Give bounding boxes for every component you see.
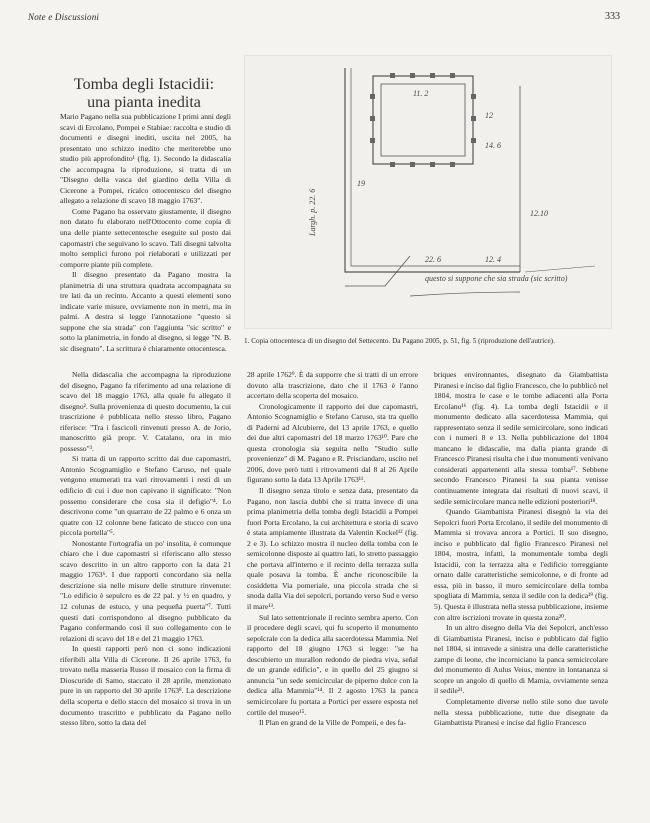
text-column-1 xyxy=(60,112,231,355)
sketch-label-12-10: 12.10 xyxy=(530,209,548,218)
article-title xyxy=(44,76,244,112)
paragraph: Quando Giambattista Piranesi disegnò la via dei Sepolcri fuori Porta Ercolano, il sedile del monumento di Mammia si trovava ancora a Portici. Il suo disegno, inciso e pubblicato dal figlio Francesco Piranesi nel 1804, mostra, infatti, la monumentale tomba degli Istacidii, con la terrazza alta e l'edificio torreggiante ornato dalle caratteristiche semicolonne, e di fronte ad essa, più in basso, il muro semicircolare della tomba spogliata di Mammia, senza il sedile con la dedica¹⁹ (fig. 5). Questa è illustrata nella stessa pubblicazione, insieme con altre iscrizioni trovate in questa zona²⁰. xyxy=(434,507,608,622)
paragraph: Nella didascalia che accompagna la riproduzione del disegno, Pagano fa riferimento ad una relazione di scavo del 18 maggio 1763, alla quale fu allegato il disegno². Sulla provenienza di questo documento, la cui trascrizione è pubblicata nello stesso libro, Pagano riferisce: "Tra i fascicoli rinvenuti presso A. de Jorio, manoscritto già propr. V. Catalano, ora in mio possesso"³. xyxy=(60,370,231,453)
paragraph: Come Pagano ha osservato giustamente, il disegno non datato fu elaborato nell'Ottocento come copia di una delle piante settecentesche eseguite sul posto dai capomastri che seguivano lo scavo. Tali disegni talvolta molto semplici furono poi rielaborati e utilizzati per comporre piante più complete. xyxy=(60,206,231,269)
paragraph: Il disegno presentato da Pagano mostra la planimetria di una struttura quadrata accompagnata su tre lati da un recinto. Accanto a questi elementi sono indicate varie misure, ovviamente non in metri, ma in palmi. A destra si legge l'annotazione "questo si suppone che sia strada" con l'aggiunta "sic scritto" e sotto la planimetria, in fondo al disegno, si legge "N. B. sic disegnato". La scrittura è chiaramente ottocentesca. xyxy=(60,270,231,354)
title-line-1: Tomba degli Istacidii: xyxy=(73,76,215,93)
sketch-label-19: 19 xyxy=(357,179,365,188)
paragraph: In un altro disegno della Via dei Sepolcri, anch'esso di Giambattista Piranesi, inciso e pubblicato dal figlio nel 1804, si intravede a sinistra una delle caratteristiche zampe di leone, che incorniciano la panca semicircolare del monumento di Aulus Veius, mentre in lontananza si scopre un angolo di quello di Mamia, ovviamente senza il sedile²¹. xyxy=(434,623,608,696)
title-line-2: una pianta inedita xyxy=(87,94,201,111)
sketch-label-12-4: 12. 4 xyxy=(485,255,501,264)
paragraph: Nonostante l'ortografia un po' insolita, è comunque chiaro che i due capomastri si riferiscano allo stesso scavo descritto in un altro rapporto con la data 21 maggio 1763⁶. I due rapporti concordano sia nella descrizione sia nelle misure delle strutture rinvenute: "Lo edificio è sepulcro es de 22 pal. y ½ en quadro, y 12 colunas de estuco, y una pequeña puerta"⁷. Tutti questi dati corrispondono al disegno pubblicato da Pagano confermando così il suo collegamento con le relazioni di scavo del 18 e del 21 maggio 1763. xyxy=(60,538,231,643)
paragraph: 28 aprile 1762⁹. È da supporre che si tratti di un errore dovuto alla trascrizione, dato che il 1763 è l'anno accertato della scoperta del mosaico. xyxy=(247,370,418,401)
sketch-road-note: questo si suppone che sia strada (sic scritto) xyxy=(425,274,568,283)
paragraph: Il Plan en grand de la Ville de Pompeii, e des fa- xyxy=(259,718,407,728)
text-column-3 xyxy=(247,370,418,729)
paragraph: Completamente diverse nello stile sono due tavole nella stessa pubblicazione, tutte due disegnate da Giambattista Piranesi e incise dal figlio Francesco xyxy=(434,696,608,728)
sketch-label-14-6: 14. 6 xyxy=(485,141,501,150)
page-number: 333 xyxy=(605,11,620,22)
figure-1-sketch xyxy=(244,55,612,329)
paragraph: briques environnantes, disegnato da Giambattista Piranesi e inciso dal figlio Francesco, che lo pubblicò nel 1804, mostra le case e le tombe adiacenti alla Porta Ercolano¹⁶ (fig. 4). La tomba degli Istacidii e il monumento dedicato alla sacerdotessa Mammia, qui rappresentato senza il sedile semicircolare, sono indicati con i numeri 8 e 13. Nella pubblicazione del 1804 mancano le didascalie, ma dalla pianta grande di Francesco Piranesi risulta che i due monumenti venivano considerati appartenenti alla stessa tomba¹⁷. Sebbene secondo Francesco Piranesi la sua pianta venisse continuamente integrata dai risultati di nuovi scavi, il sedile semicircolare manca nelle edizioni posteriori¹⁸. xyxy=(434,370,608,506)
paragraph: Sul lato settentrionale il recinto sembra aperto. Con il procedere degli scavi, qui fu scoperto il monumento sepolcrale con la dedica alla sacerdotessa Mammia. Nel rapporto del 18 giugno 1763 si legge: "se ha descubierto un murallon redondo de piedra viva, señal de un grande edificio", e in quello del 25 giugno si annuncia "un sede semicircular de piperno dulce con la dedica alla Mammia"¹⁴. Il 2 agosto 1763 la panca semicircolare fu portata a Portici per essere esposta nel cortile del museo¹⁵. xyxy=(247,612,418,717)
paragraph: In questi rapporti però non ci sono indicazioni riferibili alla Villa di Cicerone. Il 26 aprile 1763, fu trovato nella masseria Russo il mosaico con la firma di Dioscuride di Samo, staccato il 28 aprile, menzionato pure in un rapporto del 30 aprile 1763⁸. La descrizione della scoperta e dello stacco del mosaico si trova in un documento trascritto e pubblicato da Pagano nello stesso libro, sotto la data del xyxy=(60,644,231,728)
column-marks xyxy=(370,73,476,167)
sketch-label-inner-top: 11. 2 xyxy=(413,89,429,98)
figure-caption: 1. Copia ottocentesca di un disegno del Settecento. Da Pagano 2005, p. 51, fig. 5 (riproduzione dell'autrice). xyxy=(244,337,555,345)
text-column-4 xyxy=(434,370,608,729)
paragraph: Cronologicamente il rapporto dei due capomastri, Antonio Scognamiglio e Stefano Caruso, sta tra quello di Paderni ad Alcubierre, del 13 aprile 1763, e quello dei due altri capomastri del 18 marzo 1763¹⁰. Pare che questa cronologia sia seguita nello "Studio sulle provenienze" di M. Pagano e R. Prisciandaro, uscito nel 2006, dove però tutti i ritrovamenti dal 8 al 26 Aprile figurano sotto la data 13 Aprile 1763¹¹. xyxy=(247,401,418,485)
running-header: Note e Discussioni xyxy=(28,12,100,22)
sketch-label-left: Largh. p. 22. 6 xyxy=(308,188,317,236)
paragraph: Mario Pagano nella sua pubblicazione I primi anni degli scavi di Ercolano, Pompei e Stabiae: raccolta e studio di documenti e disegni inediti, uscita nel 2005, ha presentato uno schizzo inedito che meriterebbe uno studio più approfondito¹ (fig. 1). Secondo la didascalia che accompagna la riproduzione, si tratta di un "Disegno della vasca del giardino della Villa di Cicerone a Pompei, ricalco ottocentesco del disegno allegato a relazione di scavo 18 maggio 1763". xyxy=(60,112,231,206)
paragraph: Il disegno senza titolo e senza data, presentato da Pagano, non lascia dubbi che si tratta invece di una prima planimetria della tomba degli Istacidii a Pompei fuori Porta Ercolano, la cui architettura e storia di scavo è stata ampiamente illustrata da Valentin Kockel¹² (fig. 2 e 3). Lo schizzo mostra il nucleo della tomba con le semicolonne disposte ai quattro lati, lo stretto passaggio che portava all'interno e il recinto della terrazza sulla quale posava la tomba. È anche riconoscibile la cosiddetta Via pomeriale, una piccola strada che si snoda dalla Via dei sepolcri, portando verso Sud e verso il mare¹³. xyxy=(247,486,418,612)
paragraph: Si tratta di un rapporto scritto dai due capomastri, Antonio Scognamiglio e Stefano Caruso, nel quale vengono enumerati tra vari ritrovamenti i resti di un edificio di cui i due non capivano il significato: "Non possemo considerare che cosa sia il defigio"⁴. Lo descrivono come "un quarrato de 22 palmo e 6 onza un quatre con 12 colonne bene faticato de stucco con una piccola portella"⁵. xyxy=(60,454,231,538)
sketch-label-12: 12 xyxy=(485,111,493,120)
plan-sketch xyxy=(245,56,611,328)
sketch-label-22-6: 22. 6 xyxy=(425,255,441,264)
text-column-2 xyxy=(60,370,231,729)
